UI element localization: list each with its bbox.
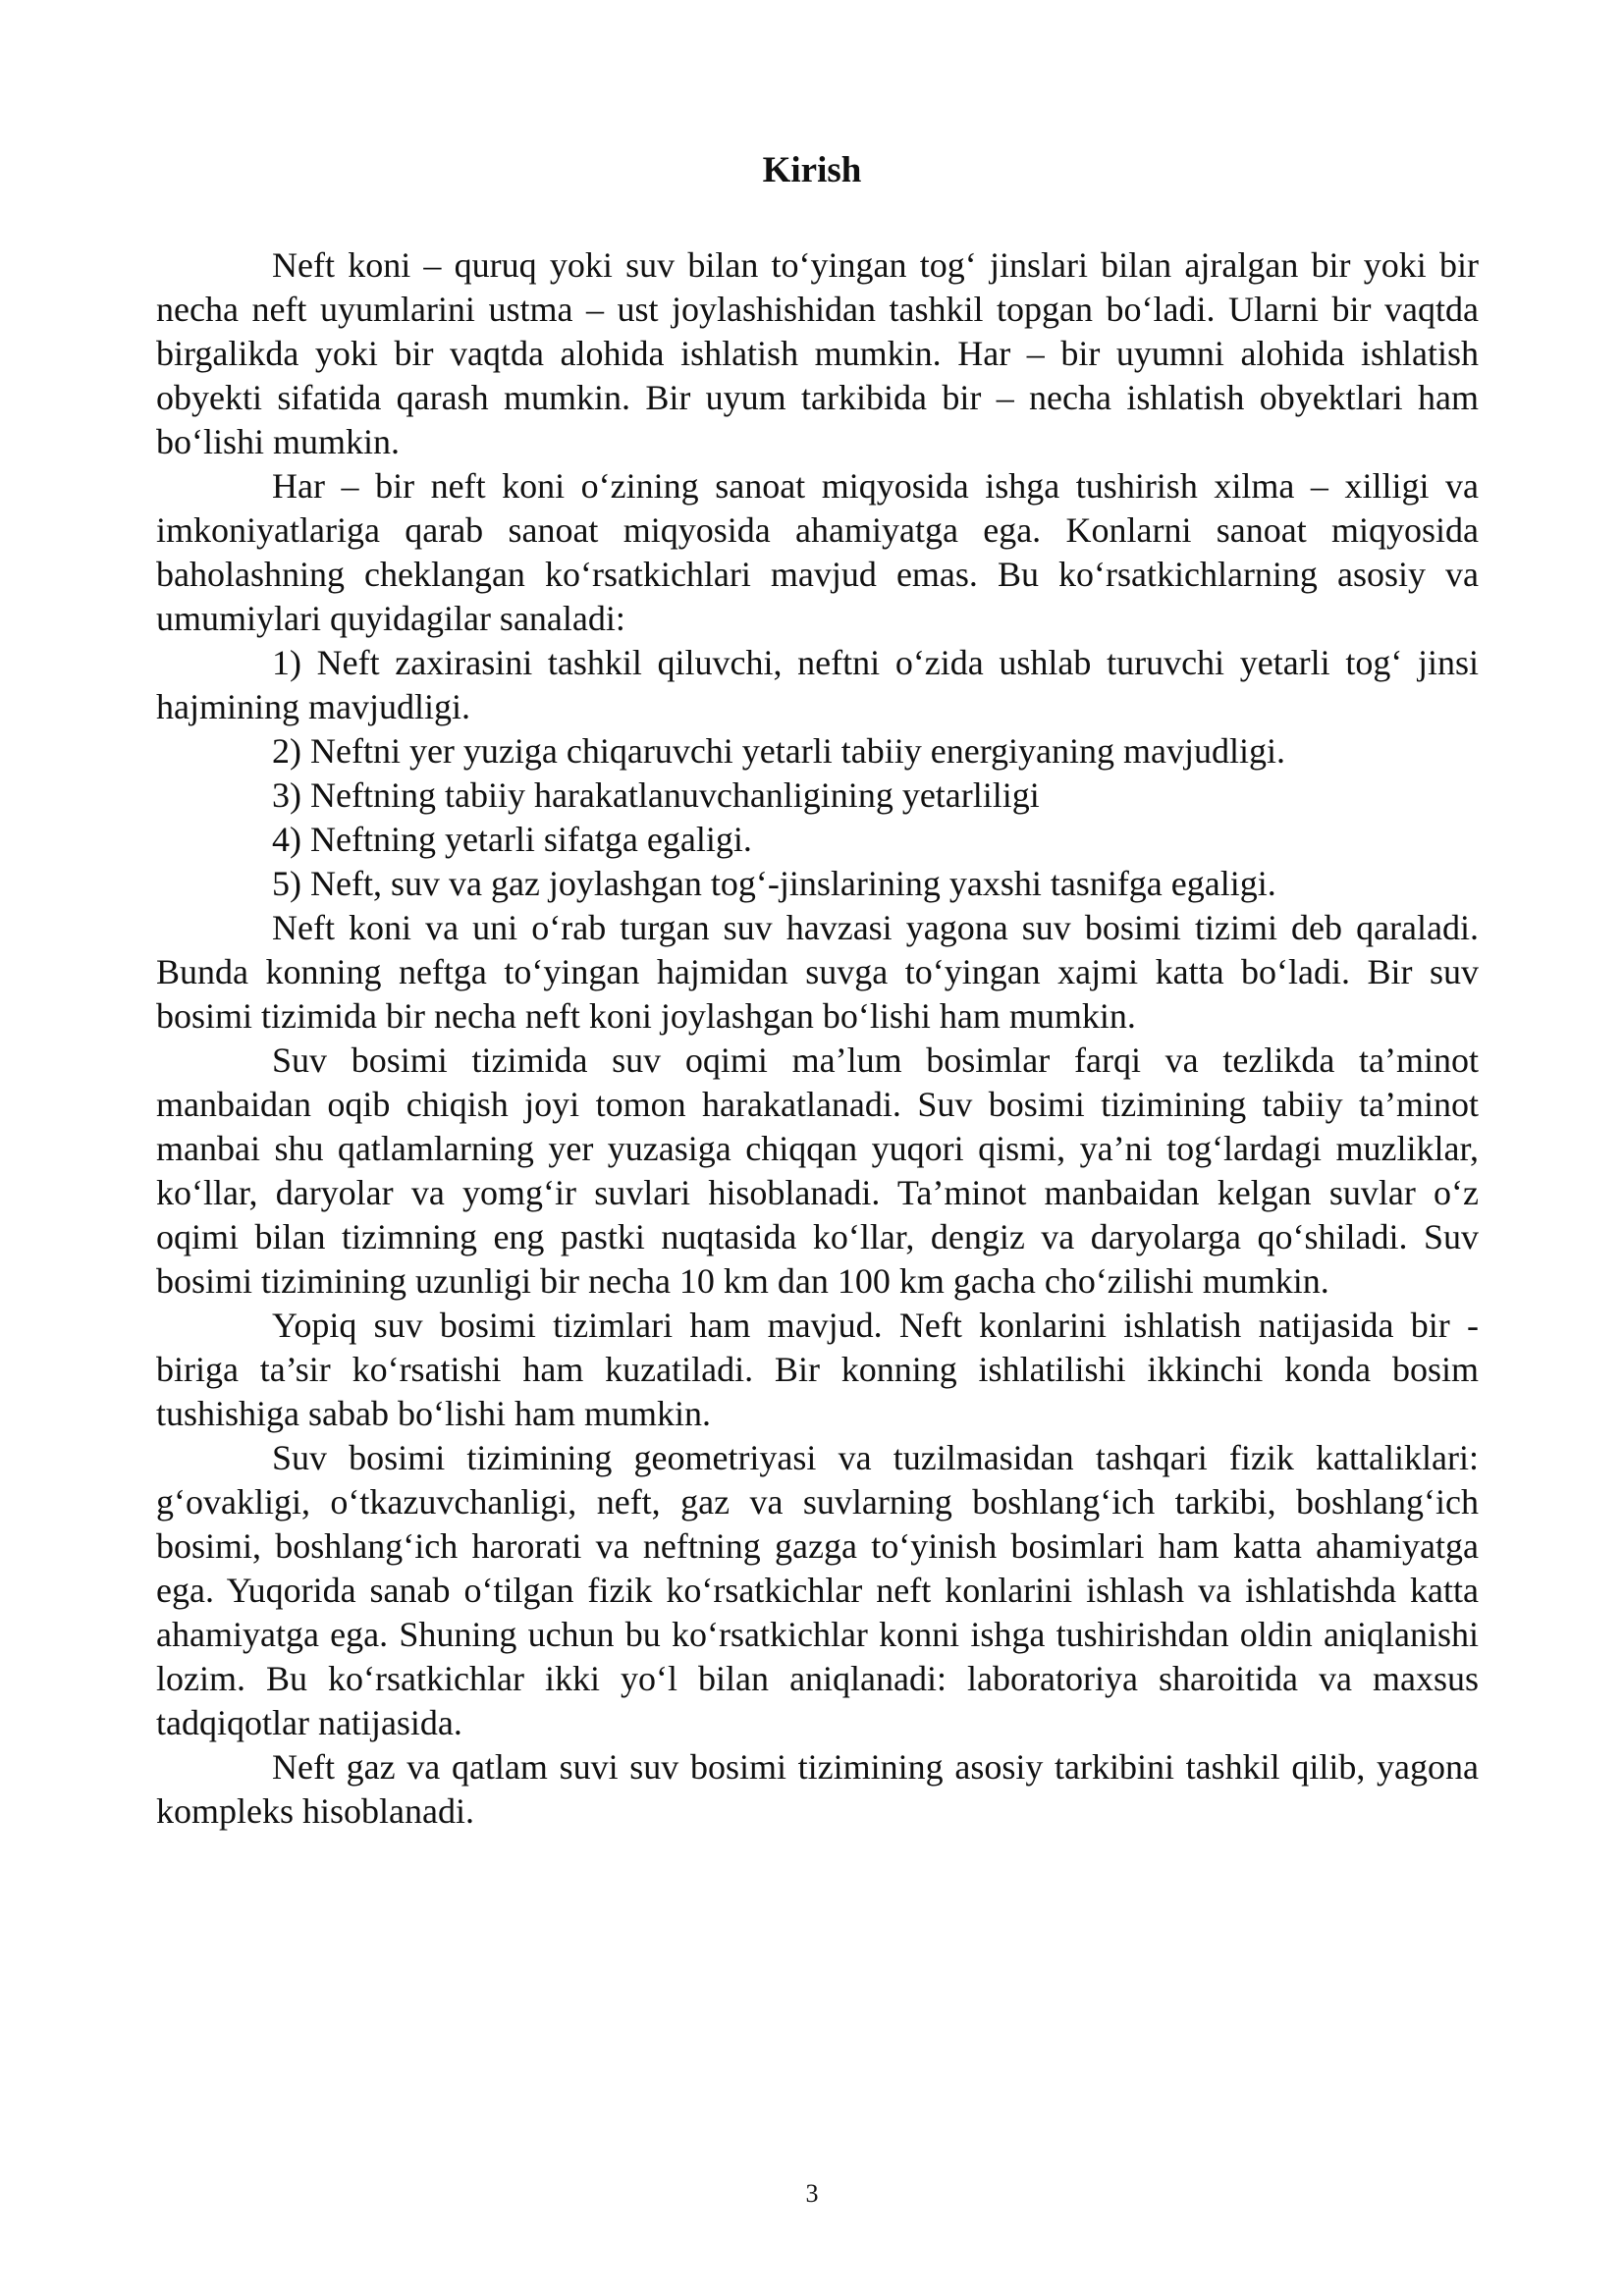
paragraph: Suv bosimi tizimining geometriyasi va tuzilmasidan tashqari fizik kattaliklari: g‘ovakligi, o‘tkazuvchanligi, neft, gaz va suvlarning boshlang‘ich tarkibi, boshlang‘ich bosimi, boshlang‘ich harorati va neftning gazga to‘yinish bosimlari ham katta ahamiyatga ega. Yuqorida sanab o‘tilgan fizik ko‘rsatkichlar neft konlarini ishlash va ishlatishda katta ahamiyatga ega. Shuning uchun bu ko‘rsatkichlar konni ishga tushirishdan oldin aniqlanishi lozim. Bu ko‘rsatkichlar ikki yo‘l bilan aniqlanadi: laboratoriya sharoitida va maxsus tadqiqotlar natijasida. [156, 1438, 1479, 1742]
paragraph: Har – bir neft koni o‘zining sanoat miqyosida ishga tushirish xilma – xilligi va imkoniyatlariga qarab sanoat miqyosida ahamiyatga ega. Konlarni sanoat miqyosida baholashning cheklangan ko‘rsatkichlari mavjud emas. Bu ko‘rsatkichlarning asosiy va umumiylari quyidagilar sanaladi: [156, 466, 1479, 638]
list-item: 3) Neftning tabiiy harakatlanuvchanligining yetarliligi [272, 775, 1040, 815]
document-body [156, 243, 1479, 1834]
list-item: 4) Neftning yetarli sifatga egaligi. [272, 820, 752, 859]
page-number: 3 [805, 2179, 819, 2208]
paragraph: Suv bosimi tizimida suv oqimi ma’lum bosimlar farqi va tezlikda ta’minot manbaidan oqib chiqish joyi tomon harakatlanadi. Suv bosimi tizimining tabiiy ta’minot manbai shu qatlamlarning yer yuzasiga chiqqan yuqori qismi, ya’ni tog‘lardagi muzliklar, ko‘llar, daryolar va yomg‘ir suvlari hisoblanadi. Ta’minot manbaidan kelgan suvlar o‘z oqimi bilan tizimning eng pastki nuqtasida ko‘llar, dengiz va daryolarga qo‘shiladi. Suv bosimi tizimining uzunligi bir necha 10 km dan 100 km gacha cho‘zilishi mumkin. [156, 1041, 1479, 1301]
page-title: Kirish [762, 150, 862, 190]
paragraph: Neft koni – quruq yoki suv bilan to‘yingan tog‘ jinslari bilan ajralgan bir yoki bir necha neft uyumlarini ustma – ust joylashishidan tashkil topgan bo‘ladi. Ularni bir vaqtda birgalikda yoki bir vaqtda alohida ishlatish mumkin. Har – bir uyumni alohida ishlatish obyekti sifatida qarash mumkin. Bir uyum tarkibida bir – necha ishlatish obyektlari ham bo‘lishi mumkin. [156, 245, 1479, 461]
list-item: 2) Neftni yer yuziga chiqaruvchi yetarli tabiiy energiyaning mavjudligi. [272, 731, 1286, 771]
paragraph: Neft koni va uni o‘rab turgan suv havzasi yagona suv bosimi tizimi deb qaraladi. Bunda konning neftga to‘yingan hajmidan suvga to‘yingan xajmi katta bo‘ladi. Bir suv bosimi tizimida bir necha neft koni joylashgan bo‘lishi ham mumkin. [156, 908, 1479, 1036]
list-item: 5) Neft, suv va gaz joylashgan tog‘-jinslarining yaxshi tasnifga egaligi. [272, 864, 1276, 903]
paragraph: Yopiq suv bosimi tizimlari ham mavjud. Neft konlarini ishlatish natijasida bir - biriga ta’sir ko‘rsatishi ham kuzatiladi. Bir konning ishlatilishi ikkinchi konda bosim tushishiga sabab bo‘lishi ham mumkin. [156, 1306, 1479, 1433]
list-item: 1) Neft zaxirasini tashkil qiluvchi, neftni o‘zida ushlab turuvchi yetarli tog‘ jinsi hajmining mavjudligi. [156, 643, 1479, 726]
paragraph: Neft gaz va qatlam suvi suv bosimi tizimining asosiy tarkibini tashkil qilib, yagona kompleks hisoblanadi. [156, 1747, 1479, 1831]
